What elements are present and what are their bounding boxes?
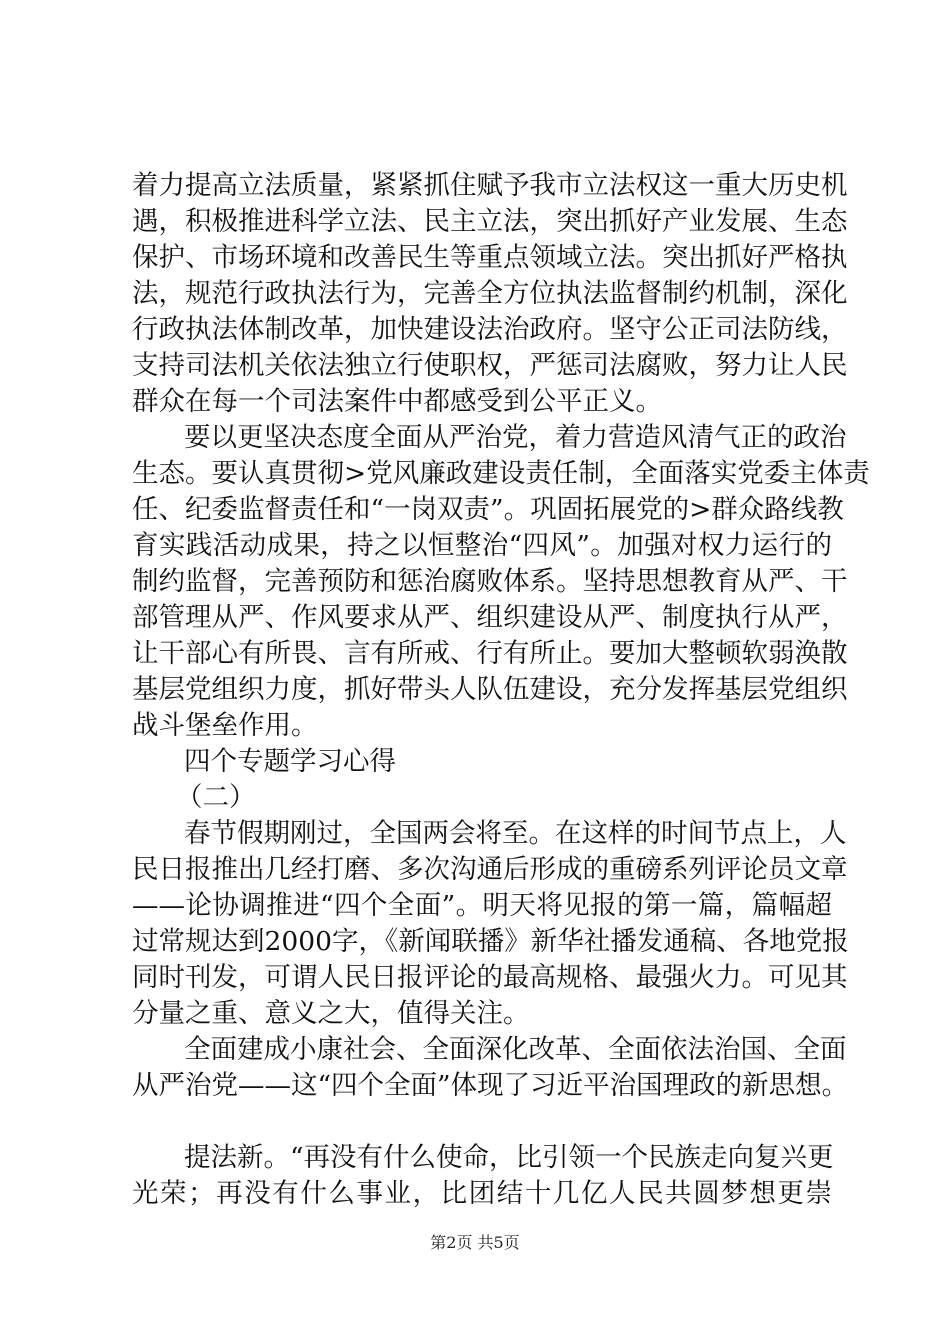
text-line: 战斗堡垒作用。 xyxy=(132,710,318,741)
text-line: 春节假期刚过，全国两会将至。在这样的时间节点上，人 xyxy=(184,818,847,849)
text-line: 制约监督，完善预防和惩治腐败体系。坚持思想教育从严、干 xyxy=(132,566,848,597)
text-line: ——论协调推进“四个全面”。明天将见报的第一篇，篇幅超 xyxy=(132,890,832,921)
text-line: 育实践活动成果，持之以恒整治“四风”。加强对权力运行的 xyxy=(132,530,832,561)
page-footer: 第2页 共5页 xyxy=(430,1233,520,1252)
text-line: 生态。要认真贯彻>党风廉政建设责任制，全面落实党委主体责 xyxy=(132,458,870,489)
text-line: 部管理从严、作风要求从严、组织建设从严、制度执行从严， xyxy=(132,602,848,633)
text-line: 群众在每一个司法案件中都感受到公平正义。 xyxy=(132,386,662,417)
text-line: 过常规达到2000字，《新闻联播》新华社播发通稿、各地党报 xyxy=(132,926,849,957)
text-line: 从严治党——这“四个全面”体现了习近平治国理政的新思想。 xyxy=(132,1070,849,1101)
text-line: 同时刊发，可谓人民日报评论的最高规格、最强火力。可见其 xyxy=(132,962,848,993)
section-title: 四个专题学习心得 xyxy=(184,746,396,777)
section-number: （二） xyxy=(176,782,256,813)
text-line: 行政执法体制改革，加快建设法治政府。坚守公正司法防线， xyxy=(132,314,848,345)
text-line: 支持司法机关依法独立行使职权，严惩司法腐败，努力让人民 xyxy=(132,350,848,381)
text-line: 分量之重、意义之大，值得关注。 xyxy=(132,998,530,1029)
text-line: 任、纪委监督责任和“一岗双责”。巩固拓展党的>群众路线教 xyxy=(132,494,844,525)
text-line: 着力提高立法质量，紧紧抓住赋予我市立法权这一重大历史机 xyxy=(132,170,848,201)
text-line: 民日报推出几经打磨、多次沟通后形成的重磅系列评论员文章 xyxy=(132,854,848,885)
text-line: 要以更坚决态度全面从严治党，着力营造风清气正的政治 xyxy=(184,422,847,453)
text-line: 让干部心有所畏、言有所戒、行有所止。要加大整顿软弱涣散 xyxy=(132,638,848,669)
text-line: 遇，积极推进科学立法、民主立法，突出抓好产业发展、生态 xyxy=(132,206,848,237)
text-line: 法，规范行政执法行为，完善全方位执法监督制约机制，深化 xyxy=(132,278,848,309)
text-line: 保护、市场环境和改善民生等重点领域立法。突出抓好严格执 xyxy=(132,242,848,273)
text-line: 提法新。“再没有什么使命，比引领一个民族走向复兴更 xyxy=(184,1142,834,1173)
text-line: 全面建成小康社会、全面深化改革、全面依法治国、全面 xyxy=(184,1034,847,1065)
text-line: 光荣；再没有什么事业，比团结十几亿人民共圆梦想更崇 xyxy=(132,1178,832,1209)
text-line: 基层党组织力度，抓好带头人队伍建设，充分发挥基层党组织 xyxy=(132,674,848,705)
